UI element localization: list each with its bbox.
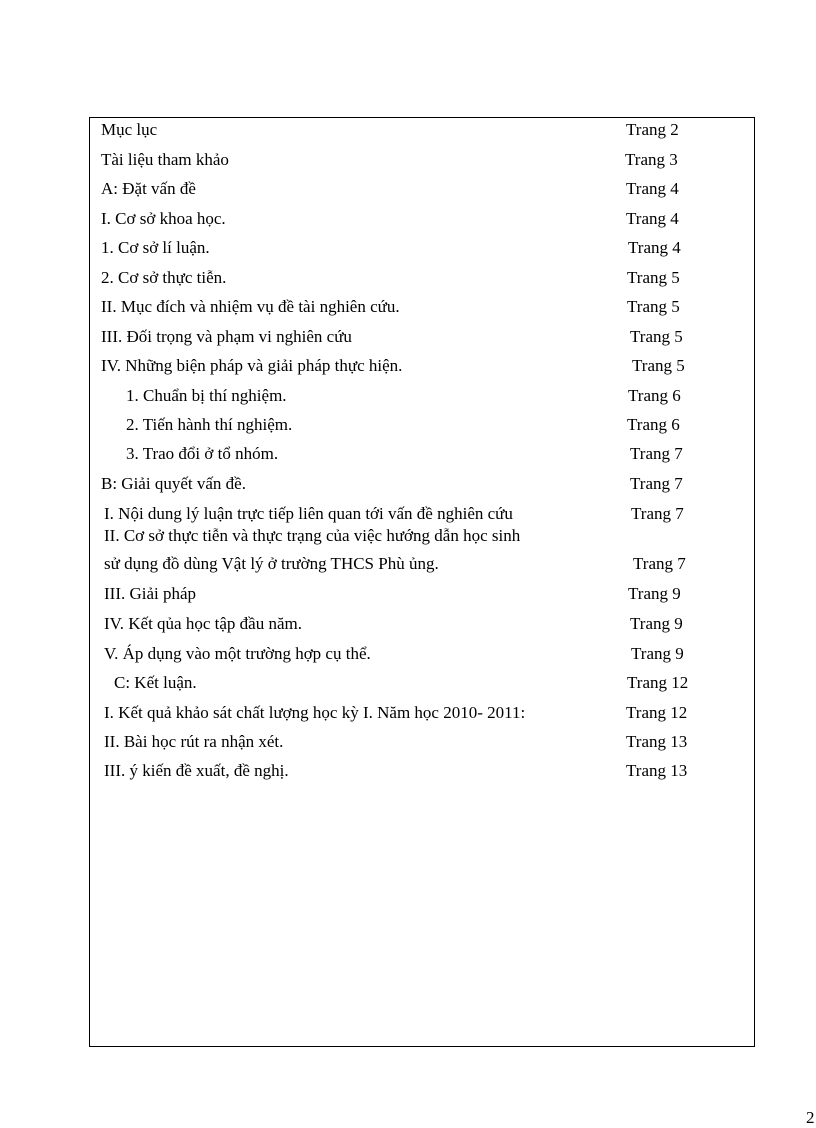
toc-entry-label: 2. Tiến hành thí nghiệm. bbox=[126, 415, 293, 434]
toc-entry-label: I. Kết quả khảo sát chất lượng học kỳ I. Năm học 2010- 2011: bbox=[104, 703, 526, 722]
toc-entry-label: 1. Cơ sở lí luận. bbox=[101, 238, 210, 257]
toc-entry-label: A: Đặt vấn đề bbox=[101, 179, 196, 198]
toc-entry-label: III. Giải pháp bbox=[104, 584, 197, 603]
toc-entry-page: Trang 5 bbox=[627, 268, 680, 287]
page-number: 2 bbox=[806, 1108, 815, 1127]
toc-entry-label: 1. Chuẩn bị thí nghiệm. bbox=[126, 386, 287, 405]
toc-entry-label: III. ý kiến đề xuất, đề nghị. bbox=[104, 761, 289, 780]
toc-entry-page: Trang 9 bbox=[631, 644, 684, 663]
toc-entry-label: C: Kết luận. bbox=[114, 673, 197, 692]
toc-entry-page: Trang 2 bbox=[626, 120, 679, 139]
toc-entry-page: Trang 6 bbox=[628, 386, 681, 405]
toc-entry-page: Trang 5 bbox=[630, 327, 683, 346]
toc-entry-label: Tài liệu tham khảo bbox=[101, 150, 229, 169]
toc-entry-page: Trang 6 bbox=[627, 415, 680, 434]
toc-entry-page: Trang 13 bbox=[626, 732, 688, 751]
toc-entry-label: III. Đối trọng và phạm vi nghiên cứu bbox=[101, 327, 352, 346]
toc-entry-label: II. Cơ sở thực tiễn và thực trạng của việc hướng dẫn học sinh bbox=[104, 526, 521, 545]
toc-entry-label: I. Cơ sở khoa học. bbox=[101, 209, 226, 228]
toc-entry-page: Trang 7 bbox=[630, 474, 683, 493]
toc-entry-page: Trang 4 bbox=[626, 209, 679, 228]
toc-entry-page: Trang 9 bbox=[628, 584, 681, 603]
toc-entry-label: sử dụng đồ dùng Vật lý ở trường THCS Phù ủng. bbox=[104, 554, 439, 573]
toc-entry-page: Trang 13 bbox=[626, 761, 688, 780]
toc-entry-label: IV. Những biện pháp và giải pháp thực hiện. bbox=[101, 356, 403, 375]
toc-entry-page: Trang 7 bbox=[630, 444, 683, 463]
toc-entry-label: 2. Cơ sở thực tiễn. bbox=[101, 268, 227, 287]
toc-entry-page: Trang 12 bbox=[626, 703, 688, 722]
toc-entry-page: Trang 7 bbox=[633, 554, 686, 573]
toc-entry-label: I. Nội dung lý luận trực tiếp liên quan tới vấn đề nghiên cứu bbox=[104, 504, 513, 523]
toc-entry-label: 3. Trao đổi ở tổ nhóm. bbox=[126, 444, 279, 463]
toc-entry-page: Trang 9 bbox=[630, 614, 683, 633]
toc-entry-page: Trang 5 bbox=[627, 297, 680, 316]
toc-entry-label: B: Giải quyết vấn đề. bbox=[101, 474, 246, 493]
toc-entry-page: Trang 5 bbox=[632, 356, 685, 375]
toc-entry-page: Trang 4 bbox=[626, 179, 679, 198]
toc-entry-page: Trang 3 bbox=[625, 150, 678, 169]
toc-entry-label: IV. Kết qủa học tập đầu năm. bbox=[104, 614, 302, 633]
toc-entry-label: II. Bài học rút ra nhận xét. bbox=[104, 732, 284, 751]
toc-entry-label: Mục lục bbox=[101, 120, 158, 139]
toc-entry-label: V. Áp dụng vào một trường hợp cụ thể. bbox=[104, 644, 371, 663]
toc-entry-page: Trang 4 bbox=[628, 238, 681, 257]
toc-entry-label: II. Mục đích và nhiệm vụ đề tài nghiên cứu. bbox=[101, 297, 400, 316]
toc-entry-page: Trang 12 bbox=[627, 673, 689, 692]
toc-entry-page: Trang 7 bbox=[631, 504, 684, 523]
